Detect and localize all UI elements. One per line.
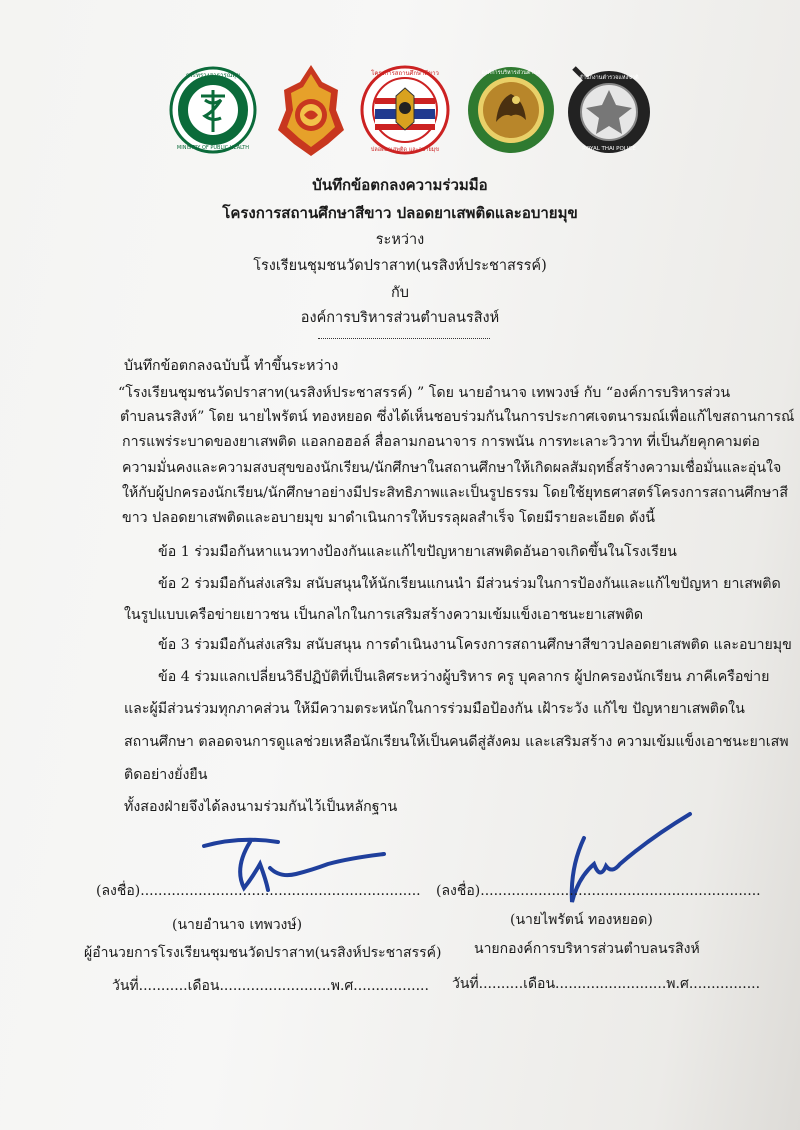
right-sign-line: (ลงชื่อ)............................................................... [436,883,761,899]
dotted-divider [318,338,490,339]
svg-text:องค์การบริหารส่วนตำบล: องค์การบริหารส่วนตำบล [481,70,541,76]
svg-text:กระทรวงสาธารณสุข: กระทรวงสาธารณสุข [185,72,241,79]
right-signer-name: (นายไพรัตน์ ทองหยอด) [510,912,653,928]
left-sign-line: (ลงชื่อ)............................................................... [96,883,421,899]
clause-4-line: ติดอย่างยั่งยืน [124,767,208,783]
right-signer-position: นายกองค์การบริหารส่วนตำบลนรสิงห์ [474,941,700,957]
paragraph-line: ตำบลนรสิงห์” โดย นายไพรัตน์ ทองหยอด ซึ่งได้เห็นชอบร่วมกันในการประกาศเจตนารมณ์เพื่อแก้ไขสถานการณ์ [120,409,795,425]
clause-1: ข้อ 1 ร่วมมือกันหาแนวทางป้องกันและแก้ไขปัญหายาเสพติดอันอาจเกิดขึ้นในโรงเรียน [158,544,677,560]
royal-thai-police-logo [564,60,654,160]
clause-2-line: ในรูปแบบเครือข่ายเยาวชน เป็นกลไกในการเสริมสร้างความเข้มแข็งเอาชนะยาเสพติด [124,607,644,623]
between-label: ระหว่าง [375,232,425,248]
svg-text:MINISTRY OF PUBLIC HEALTH: MINISTRY OF PUBLIC HEALTH [176,145,250,151]
project-name: โครงการสถานศึกษาสีขาว ปลอดยาเสพติดและอบายมุข [222,204,578,222]
provincial-admin-logo [466,60,556,160]
logo-row [160,60,660,160]
paragraph-line: “โรงเรียนชุมชนวัดปราสาท(นรสิงห์ประชาสรรค์) ” โดย นายอำนาจ เทพวงษ์ กับ “องค์การบริหารส่วน [118,385,731,401]
right-date-line: วันที่..........เดือน.........................พ.ศ................ [452,976,761,992]
closing-line: ทั้งสองฝ่ายจึงได้ลงนามร่วมกันไว้เป็นหลักฐาน [124,799,398,815]
clause-4-line: ข้อ 4 ร่วมแลกเปลี่ยนวิธีปฏิบัติที่เป็นเลิศระหว่างผู้บริหาร ครู บุคลากร ผู้ปกครองนักเรียน ภาคีเครือข่าย [158,669,770,685]
left-signer-name: (นายอำนาจ เทพวงษ์) [172,917,303,933]
white-school-project-logo [360,60,450,160]
clause-3: ข้อ 3 ร่วมมือกันส่งเสริม สนับสนุน การดำเนินงานโครงการสถานศึกษาสีขาวปลอดยาเสพติด และอบายมุข [158,637,792,653]
left-date-line: วันที่...........เดือน.........................พ.ศ................. [112,978,429,994]
svg-text:สำนักงานตำรวจแห่งชาติ: สำนักงานตำรวจแห่งชาติ [579,75,639,81]
clause-4-line: และผู้มีส่วนร่วมทุกภาคส่วน ให้มีความตระหนักในการร่วมมือป้องกัน เฝ้าระวัง แก้ไข ปัญหายาเสพติดใน [124,701,745,717]
svg-text:ROYAL THAI POLICE: ROYAL THAI POLICE [582,146,636,152]
party-two-name: องค์การบริหารส่วนตำบลนรสิงห์ [300,310,500,326]
clause-4-line: สถานศึกษา ตลอดจนการดูแลช่วยเหลือนักเรียนให้เป็นคนดีสู่สังคม และเสริมสร้าง ความเข้มแข็งเอาชนะยาเสพ [124,734,789,750]
paragraph-line: ความมั่นคงและความสงบสุขของนักเรียน/นักศึกษาในสถานศึกษาให้เกิดผลสัมฤทธิ์สร้างความเชื่อมั่นและอุ่นใจ [122,460,782,476]
paragraph-line: ให้กับผู้ปกครองนักเรียน/นักศึกษาอย่างมีประสิทธิภาพและเป็นรูปธรรม โดยใช้ยุทธศาสตร์โครงการสถานศึกษาสี [122,485,788,501]
ministry-of-public-health-logo [168,60,258,160]
paragraph-line: การแพร่ระบาดของยาเสพติด แอลกอฮอล์ สื่อลามกอนาจาร การพนัน การทะเลาะวิวาท ที่เป็นภัยคุกคามต่อ [122,434,760,450]
intro-line: บันทึกข้อตกลงฉบับนี้ ทำขึ้นระหว่าง [124,358,339,374]
svg-text:ปลอดยาเสพติด และอบายมุข: ปลอดยาเสพติด และอบายมุข [370,147,440,153]
party-one-name: โรงเรียนชุมชนวัดปราสาท(นรสิงห์ประชาสรรค์) [253,258,547,274]
clause-2-line: ข้อ 2 ร่วมมือกันส่งเสริม สนับสนุนให้นักเรียนแกนนำ มีส่วนร่วมในการป้องกันและแก้ไขปัญหา ยาเสพติด [158,576,781,592]
document-title: บันทึกข้อตกลงความร่วมมือ [312,176,488,194]
svg-text:โครงการสถานศึกษาสีขาว: โครงการสถานศึกษาสีขาว [371,70,439,77]
with-label: กับ [391,285,409,301]
left-signer-position: ผู้อำนวยการโรงเรียนชุมชนวัดปราสาท(นรสิงห์ประชาสรรค์) [84,945,442,961]
ministry-of-education-logo [266,60,356,160]
paragraph-line: ขาว ปลอดยาเสพติดและอบายมุข มาดำเนินการให้บรรลุผลสำเร็จ โดยมีรายละเอียด ดังนี้ [122,510,655,526]
